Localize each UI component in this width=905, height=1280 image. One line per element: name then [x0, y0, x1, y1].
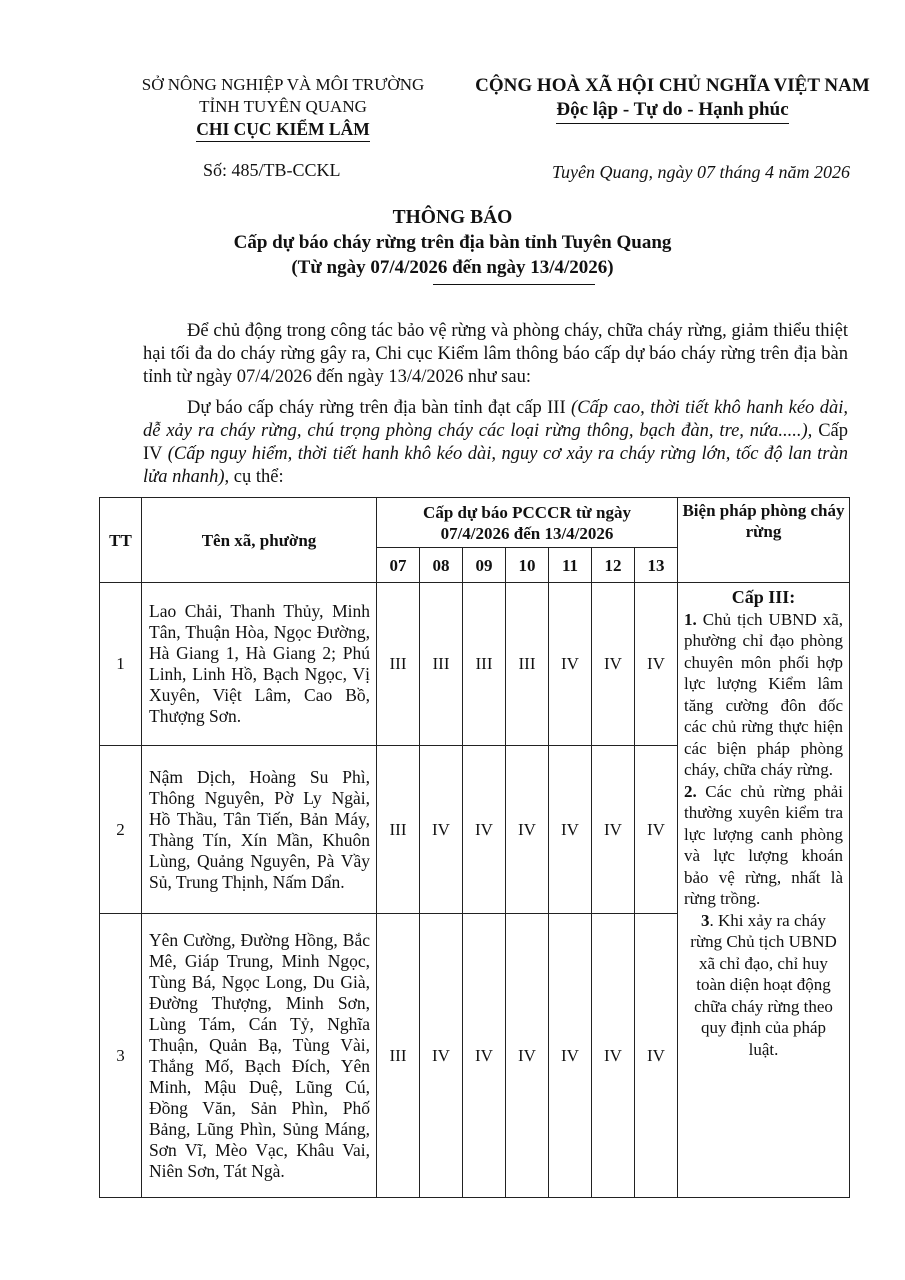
forecast-level: IV	[592, 746, 635, 914]
measure-item-3-text: . Khi xảy ra cháy rừng Chủ tịch UBND xã chỉ đạo, chỉ huy toàn diện hoạt động chữa cháy rừng theo quy định của pháp luật.	[690, 910, 837, 1059]
title-line-3: (Từ ngày 07/4/2026 đến ngày 13/4/2026)	[291, 257, 614, 278]
forecast-level: III	[377, 746, 420, 914]
title-line-2: Cấp dự báo cháy rừng trên địa bàn tỉnh Tuyên Quang	[233, 232, 672, 253]
day-header: 13	[635, 548, 678, 583]
forecast-level: IV	[420, 914, 463, 1198]
table-header-row	[100, 498, 850, 548]
forecast-text-c: Cấp IV	[143, 421, 848, 464]
forecast-level: IV	[635, 583, 678, 746]
day-header: 10	[506, 548, 549, 583]
measure-item-1	[684, 609, 843, 781]
forecast-text-e: , cụ thể:	[224, 467, 284, 487]
document-title	[0, 205, 905, 280]
day-header: 07	[377, 548, 420, 583]
commune-list: Nậm Dịch, Hoàng Su Phì, Thông Nguyên, Pờ Ly Ngài, Hồ Thầu, Tân Tiến, Bản Máy, Thàng Tín, Xín Mần, Khuôn Lùng, Quảng Nguyên, Pà Vầy Sủ, Trung Thịnh, Nấm Dẩn.	[142, 746, 377, 914]
header-measure: Biện pháp phòng cháy rừng	[678, 498, 850, 583]
forecast-text-d: (Cấp nguy hiểm, thời tiết hanh khô kéo dài, nguy cơ xảy ra cháy rừng lớn, tốc độ lan tràn lửa nhanh)	[143, 444, 849, 487]
forecast-level: IV	[592, 583, 635, 746]
national-motto: Độc lập - Tự do - Hạnh phúc	[556, 98, 788, 124]
measure-item-1-text: Chủ tịch UBND xã, phường chỉ đạo phòng chuyên môn phối hợp lực lượng Kiểm lâm tăng cường đôn đốc các chủ rừng thực hiện các biện pháp phòng cháy, chữa cháy rừng.	[684, 609, 843, 779]
forecast-level: III	[506, 583, 549, 746]
issuing-agency-block	[118, 74, 448, 142]
title-underline	[433, 284, 595, 285]
table-row	[100, 583, 850, 746]
forecast-level: IV	[549, 746, 592, 914]
measure-item-3	[684, 910, 843, 1061]
forecast-level: III	[377, 583, 420, 746]
measure-item-2-number: 2.	[684, 781, 697, 801]
measure-item-2	[684, 781, 843, 910]
row-number: 1	[100, 583, 142, 746]
forecast-level: IV	[463, 914, 506, 1198]
forecast-table	[99, 497, 850, 1198]
forecast-level: III	[377, 914, 420, 1198]
national-heading-block	[455, 74, 890, 124]
intro-paragraph: Để chủ động trong công tác bảo vệ rừng và phòng cháy, chữa cháy rừng, giảm thiểu thiệt hại tối đa do cháy rừng gây ra, Chi cục Kiểm lâm thông báo cấp dự báo cháy rừng trên địa bàn tỉnh từ ngày 07/4/2026 đến ngày 13/4/2026 như sau:	[143, 321, 848, 387]
forecast-level: III	[420, 583, 463, 746]
day-header: 11	[549, 548, 592, 583]
day-header: 09	[463, 548, 506, 583]
fire-prevention-measures	[678, 583, 850, 1198]
measure-item-2-text: Các chủ rừng phải thường xuyên kiểm tra lực lượng canh phòng và lực lượng khoán bảo vệ rừng, nhất là rừng trồng.	[684, 781, 843, 908]
forecast-level: IV	[506, 914, 549, 1198]
forecast-level: IV	[592, 914, 635, 1198]
day-header: 12	[592, 548, 635, 583]
forecast-text-b: (Cấp cao, thời tiết khô hanh kéo dài, dễ xảy ra cháy rừng, chú trọng phòng cháy các loại rừng thông, bạch đàn, tre, nứa.....),	[143, 398, 848, 441]
agency-name: CHI CỤC KIỂM LÂM	[196, 118, 370, 142]
commune-list: Lao Chải, Thanh Thủy, Minh Tân, Thuận Hòa, Ngọc Đường, Hà Giang 1, Hà Giang 2; Phú Linh, Linh Hồ, Bạch Ngọc, Vị Xuyên, Việt Lâm, Cao Bồ, Thượng Sơn.	[142, 583, 377, 746]
header-forecast-line-1: Cấp dự báo PCCCR từ ngày	[423, 502, 631, 522]
forecast-level: IV	[549, 914, 592, 1198]
forecast-paragraph	[143, 397, 848, 489]
forecast-level: IV	[420, 746, 463, 914]
document-number: Số: 485/TB-CCKL	[203, 160, 341, 180]
nation-name: CỘNG HOÀ XÃ HỘI CHỦ NGHĨA VIỆT NAM	[475, 75, 870, 96]
forecast-level: IV	[506, 746, 549, 914]
row-number: 3	[100, 914, 142, 1198]
place-date: Tuyên Quang, ngày 07 tháng 4 năm 2026	[552, 162, 850, 182]
forecast-text-a: Dự báo cấp cháy rừng trên địa bàn tỉnh đạt cấp III	[187, 398, 572, 418]
header-forecast-period	[377, 498, 678, 548]
row-number: 2	[100, 746, 142, 914]
header-forecast-line-2: 07/4/2026 đến 13/4/2026	[440, 523, 614, 543]
commune-list: Yên Cường, Đường Hồng, Bắc Mê, Giáp Trung, Minh Ngọc, Tùng Bá, Ngọc Long, Du Già, Đường Thượng, Minh Sơn, Lùng Tám, Cán Tỷ, Nghĩa Thuận, Quản Bạ, Tùng Vài, Thắng Mố, Bạch Đích, Yên Minh, Mậu Duệ, Lũng Cú, Đồng Văn, Sản Phìn, Phố Bảng, Lũng Phìn, Sủng Máng, Sơn Vĩ, Mèo Vạc, Khâu Vai, Niên Sơn, Tát Ngà.	[142, 914, 377, 1198]
ministry-line-1: SỞ NÔNG NGHIỆP VÀ MÔI TRƯỜNG	[141, 75, 425, 94]
forecast-level: IV	[635, 914, 678, 1198]
title-line-1: THÔNG BÁO	[392, 207, 513, 228]
header-tt: TT	[100, 498, 142, 583]
day-header: 08	[420, 548, 463, 583]
measure-item-1-number: 1.	[684, 609, 697, 629]
forecast-level: IV	[635, 746, 678, 914]
measure-title: Cấp III:	[731, 587, 796, 607]
ministry-line-2: TỈNH TUYÊN QUANG	[199, 97, 367, 116]
forecast-level: III	[463, 583, 506, 746]
header-commune-name: Tên xã, phường	[142, 498, 377, 583]
forecast-level: IV	[463, 746, 506, 914]
forecast-level: IV	[549, 583, 592, 746]
measure-item-3-number: 3	[700, 910, 710, 930]
